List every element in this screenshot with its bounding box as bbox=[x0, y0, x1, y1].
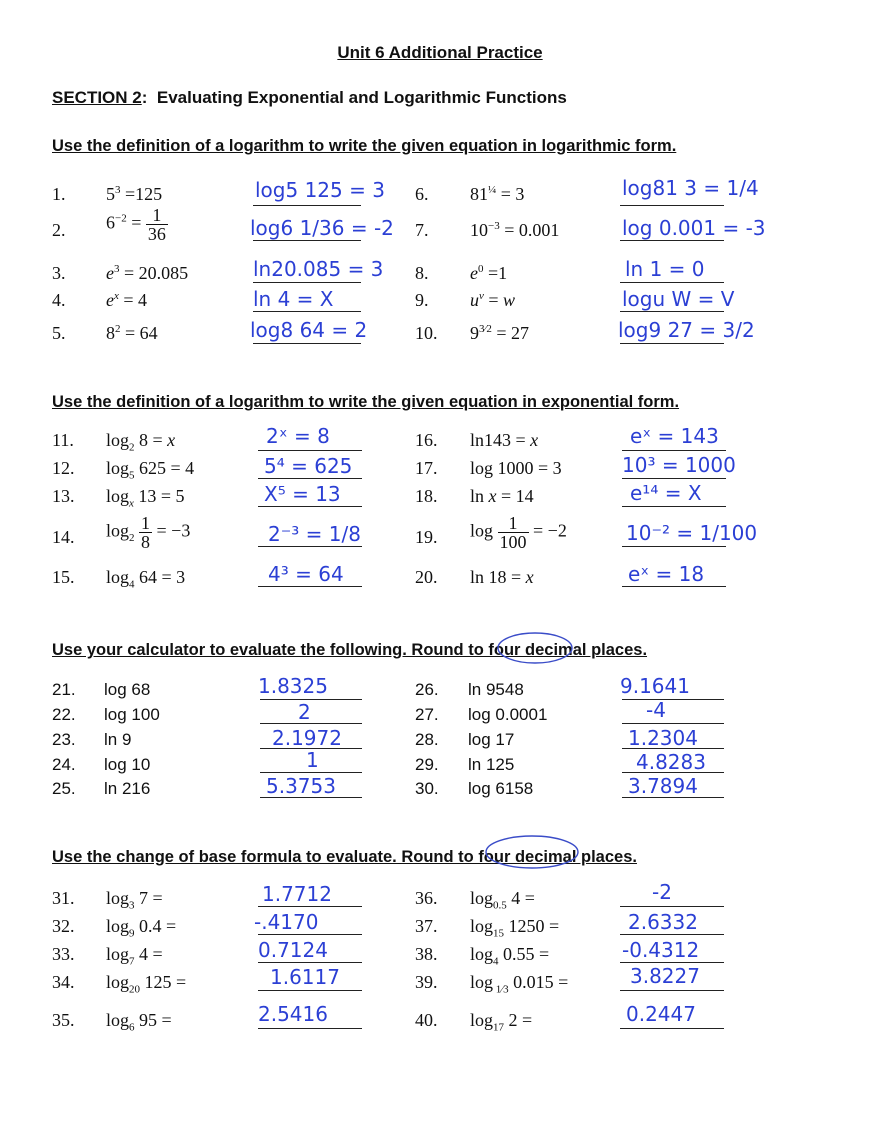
problem-number: 6. bbox=[415, 184, 429, 204]
section-title: Evaluating Exponential and Logarithmic Functions bbox=[156, 88, 567, 107]
problem-expression: log 6158 bbox=[468, 779, 534, 798]
answer-line bbox=[622, 450, 726, 451]
problem-number: 34. bbox=[52, 972, 75, 992]
problem-number: 40. bbox=[415, 1010, 438, 1030]
handwritten-answer: e¹⁴ = X bbox=[630, 481, 702, 505]
problem-number: 1. bbox=[52, 184, 66, 204]
handwritten-answer: 2.6332 bbox=[628, 910, 698, 934]
answer-line bbox=[620, 240, 724, 241]
equation: log $_{1⁄3}$ 0.015 = bbox=[470, 972, 569, 996]
handwritten-answer: log6 1/36 = -2 bbox=[250, 216, 394, 240]
equation: $\log_2$ $\frac{1}{8}$ = −3 bbox=[106, 513, 191, 552]
handwritten-answer: X⁵ = 13 bbox=[264, 482, 341, 506]
handwritten-answer: 1.2304 bbox=[628, 726, 698, 750]
equation: $\log_{0.5} 4$ = bbox=[470, 888, 535, 912]
answer-line bbox=[622, 546, 726, 547]
problem-expression: log 10 bbox=[104, 755, 151, 774]
problem-number: 16. bbox=[415, 430, 438, 450]
handwritten-answer: log9 27 = 3/2 bbox=[618, 318, 755, 342]
handwritten-answer: logu W = V bbox=[622, 287, 735, 311]
answer-line bbox=[620, 311, 724, 312]
answer-line bbox=[260, 723, 362, 724]
equation: $\log_x 13 = 5$ bbox=[106, 486, 185, 510]
equation: log 1000 = 3 bbox=[470, 458, 562, 478]
answer-line bbox=[622, 586, 726, 587]
handwritten-answer: ln 4 = X bbox=[253, 287, 334, 311]
circle-mark bbox=[495, 630, 575, 666]
problem-number: 19. bbox=[415, 527, 438, 547]
handwritten-answer: 4.8283 bbox=[636, 750, 706, 774]
instruction-3: Use your calculator to evaluate the following. Round to four decimal places. bbox=[52, 641, 648, 659]
problem-number: 3. bbox=[52, 263, 66, 283]
answer-line bbox=[620, 343, 724, 344]
equation: $u^v = w$ bbox=[470, 290, 516, 310]
equation: $8^2 = 64$ bbox=[106, 323, 158, 343]
handwritten-answer: -2 bbox=[652, 880, 672, 904]
handwritten-answer: ln20.085 = 3 bbox=[253, 257, 384, 281]
handwritten-answer: -4 bbox=[646, 698, 666, 722]
problem-number: 30. bbox=[415, 779, 439, 798]
answer-line bbox=[622, 506, 726, 507]
answer-line bbox=[253, 311, 361, 312]
problem-number: 35. bbox=[52, 1010, 75, 1030]
handwritten-answer: ln 1 = 0 bbox=[625, 257, 705, 281]
problem-number: 28. bbox=[415, 730, 439, 749]
problem-number: 20. bbox=[415, 567, 438, 587]
equation: ln x = 14 bbox=[470, 486, 534, 506]
answer-line bbox=[258, 990, 362, 991]
circle-mark bbox=[482, 832, 582, 872]
answer-line bbox=[620, 962, 724, 963]
answer-line bbox=[620, 906, 724, 907]
section-colon: : bbox=[141, 88, 148, 107]
answer-line bbox=[622, 748, 724, 749]
handwritten-answer: 5.3753 bbox=[266, 774, 336, 798]
equation: $\log_9 0.4$ = bbox=[106, 916, 177, 940]
section-label: SECTION 2 bbox=[52, 88, 142, 107]
handwritten-answer: log 0.001 = -3 bbox=[622, 216, 766, 240]
equation: $e^x = 4$ bbox=[106, 290, 148, 310]
problem-number: 27. bbox=[415, 705, 439, 724]
equation: $5^3 =125$ bbox=[106, 184, 163, 204]
problem-number: 12. bbox=[52, 458, 75, 478]
answer-line bbox=[620, 934, 724, 935]
handwritten-answer: 2.1972 bbox=[272, 726, 342, 750]
problem-number: 5. bbox=[52, 323, 66, 343]
handwritten-answer: log8 64 = 2 bbox=[250, 318, 368, 342]
handwritten-answer: eˣ = 143 bbox=[630, 424, 719, 448]
equation: $81^{\frac{1}{4}} = 3$ bbox=[470, 184, 525, 204]
problem-number: 32. bbox=[52, 916, 75, 936]
answer-line bbox=[258, 478, 362, 479]
equation: log $\frac{1}{100}$ = −2 bbox=[470, 513, 567, 552]
handwritten-answer: 1.6117 bbox=[270, 965, 340, 989]
page-title: Unit 6 Additional Practice bbox=[337, 43, 543, 62]
handwritten-answer: 4³ = 64 bbox=[268, 562, 344, 586]
problem-expression: log 100 bbox=[104, 705, 160, 724]
answer-line bbox=[253, 240, 361, 241]
handwritten-answer: 3.7894 bbox=[628, 774, 698, 798]
problem-number: 22. bbox=[52, 705, 76, 724]
answer-line bbox=[258, 906, 362, 907]
answer-line bbox=[258, 506, 362, 507]
handwritten-answer: 5⁴ = 625 bbox=[264, 454, 353, 478]
handwritten-answer: 10⁻² = 1/100 bbox=[626, 521, 758, 545]
problem-number: 38. bbox=[415, 944, 438, 964]
problem-number: 18. bbox=[415, 486, 438, 506]
problem-number: 10. bbox=[415, 323, 438, 343]
answer-line bbox=[620, 205, 724, 206]
problem-number: 24. bbox=[52, 755, 76, 774]
handwritten-answer: 2ˣ = 8 bbox=[266, 424, 330, 448]
problem-number: 39. bbox=[415, 972, 438, 992]
answer-line bbox=[622, 478, 726, 479]
handwritten-answer: -.4170 bbox=[254, 910, 319, 934]
equation: $\log_4 64 = 3$ bbox=[106, 567, 186, 591]
problem-expression: ln 216 bbox=[104, 779, 151, 798]
handwritten-answer: eˣ = 18 bbox=[628, 562, 705, 586]
problem-number: 25. bbox=[52, 779, 76, 798]
handwritten-answer: 0.2447 bbox=[626, 1002, 696, 1026]
answer-line bbox=[258, 962, 362, 963]
problem-expression: log 68 bbox=[104, 680, 151, 699]
problem-number: 9. bbox=[415, 290, 429, 310]
equation: $\log_7 4$ = bbox=[106, 944, 163, 968]
handwritten-answer: log5 125 = 3 bbox=[255, 178, 385, 202]
handwritten-answer: 10³ = 1000 bbox=[622, 453, 736, 477]
problem-number: 11. bbox=[52, 430, 74, 450]
handwritten-answer: 2.5416 bbox=[258, 1002, 328, 1026]
answer-line bbox=[622, 772, 724, 773]
answer-line bbox=[620, 1028, 724, 1029]
answer-line bbox=[258, 934, 362, 935]
answer-line bbox=[258, 586, 362, 587]
handwritten-answer: 2 bbox=[298, 700, 311, 724]
handwritten-answer: 2⁻³ = 1/8 bbox=[268, 522, 361, 546]
instruction-1: Use the definition of a logarithm to write the given equation in logarithmic form. bbox=[52, 137, 677, 155]
problem-number: 37. bbox=[415, 916, 438, 936]
answer-line bbox=[253, 343, 361, 344]
answer-line bbox=[260, 699, 362, 700]
problem-number: 21. bbox=[52, 680, 76, 699]
equation: $\log_{17} 2$ = bbox=[470, 1010, 533, 1034]
answer-line bbox=[258, 1028, 362, 1029]
answer-line bbox=[260, 772, 362, 773]
equation: $\log_{20} 125$ = bbox=[106, 972, 187, 996]
answer-line bbox=[253, 282, 361, 283]
problem-number: 13. bbox=[52, 486, 75, 506]
answer-line bbox=[622, 723, 724, 724]
section-heading bbox=[52, 88, 567, 108]
problem-number: 36. bbox=[415, 888, 438, 908]
handwritten-answer: 1 bbox=[306, 748, 319, 772]
problem-number: 14. bbox=[52, 527, 75, 547]
answer-line bbox=[258, 450, 362, 451]
problem-number: 4. bbox=[52, 290, 66, 310]
problem-number: 15. bbox=[52, 567, 75, 587]
instruction-2: Use the definition of a logarithm to write the given equation in exponential form. bbox=[52, 393, 680, 411]
handwritten-answer: 9.1641 bbox=[620, 674, 690, 698]
equation: $10^{-3} = 0.001$ bbox=[470, 220, 560, 240]
answer-line bbox=[620, 990, 724, 991]
answer-line bbox=[260, 748, 362, 749]
problem-expression: log 17 bbox=[468, 730, 515, 749]
answer-line bbox=[622, 797, 724, 798]
handwritten-answer: -0.4312 bbox=[622, 938, 700, 962]
handwritten-answer: log81 3 = 1/4 bbox=[622, 176, 759, 200]
answer-line bbox=[258, 546, 362, 547]
equation: $9^{3⁄2} = 27$ bbox=[470, 323, 529, 343]
problem-expression: ln 9548 bbox=[468, 680, 524, 699]
problem-number: 31. bbox=[52, 888, 75, 908]
problem-expression: ln 125 bbox=[468, 755, 515, 774]
problem-number: 23. bbox=[52, 730, 76, 749]
equation: $\log_3 7$ = bbox=[106, 888, 163, 912]
handwritten-answer: 0.7124 bbox=[258, 938, 328, 962]
answer-line bbox=[260, 797, 362, 798]
handwritten-answer: 1.8325 bbox=[258, 674, 328, 698]
equation: $e^0 =1$ bbox=[470, 263, 508, 283]
problem-number: 26. bbox=[415, 680, 439, 699]
equation: ln 18 = x bbox=[470, 567, 534, 587]
answer-line bbox=[622, 699, 724, 700]
equation: $\log_4 0.55$ = bbox=[470, 944, 550, 968]
problem-expression: log 0.0001 bbox=[468, 705, 548, 724]
problem-number: 17. bbox=[415, 458, 438, 478]
equation: $\log_5 625 = 4$ bbox=[106, 458, 195, 482]
equation: $6^{-2}$ = $\frac{1}{36}$ bbox=[106, 205, 166, 244]
answer-line bbox=[253, 205, 361, 206]
problem-number: 33. bbox=[52, 944, 75, 964]
equation: $\log_6 95$ = bbox=[106, 1010, 172, 1034]
equation: $\log_{15} 1250$ = bbox=[470, 916, 560, 940]
handwritten-answer: 3.8227 bbox=[630, 964, 700, 988]
problem-number: 8. bbox=[415, 263, 429, 283]
problem-number: 2. bbox=[52, 220, 66, 240]
problem-number: 29. bbox=[415, 755, 439, 774]
handwritten-answer: 1.7712 bbox=[262, 882, 332, 906]
instruction-4: Use the change of base formula to evaluate. Round to four decimal places. bbox=[52, 848, 637, 866]
equation: $\log_2 8 = x$ bbox=[106, 430, 176, 454]
equation: $e^3 = 20.085$ bbox=[106, 263, 189, 283]
problem-number: 7. bbox=[415, 220, 429, 240]
equation: ln143 = x bbox=[470, 430, 539, 450]
answer-line bbox=[620, 282, 724, 283]
problem-expression: ln 9 bbox=[104, 730, 132, 749]
